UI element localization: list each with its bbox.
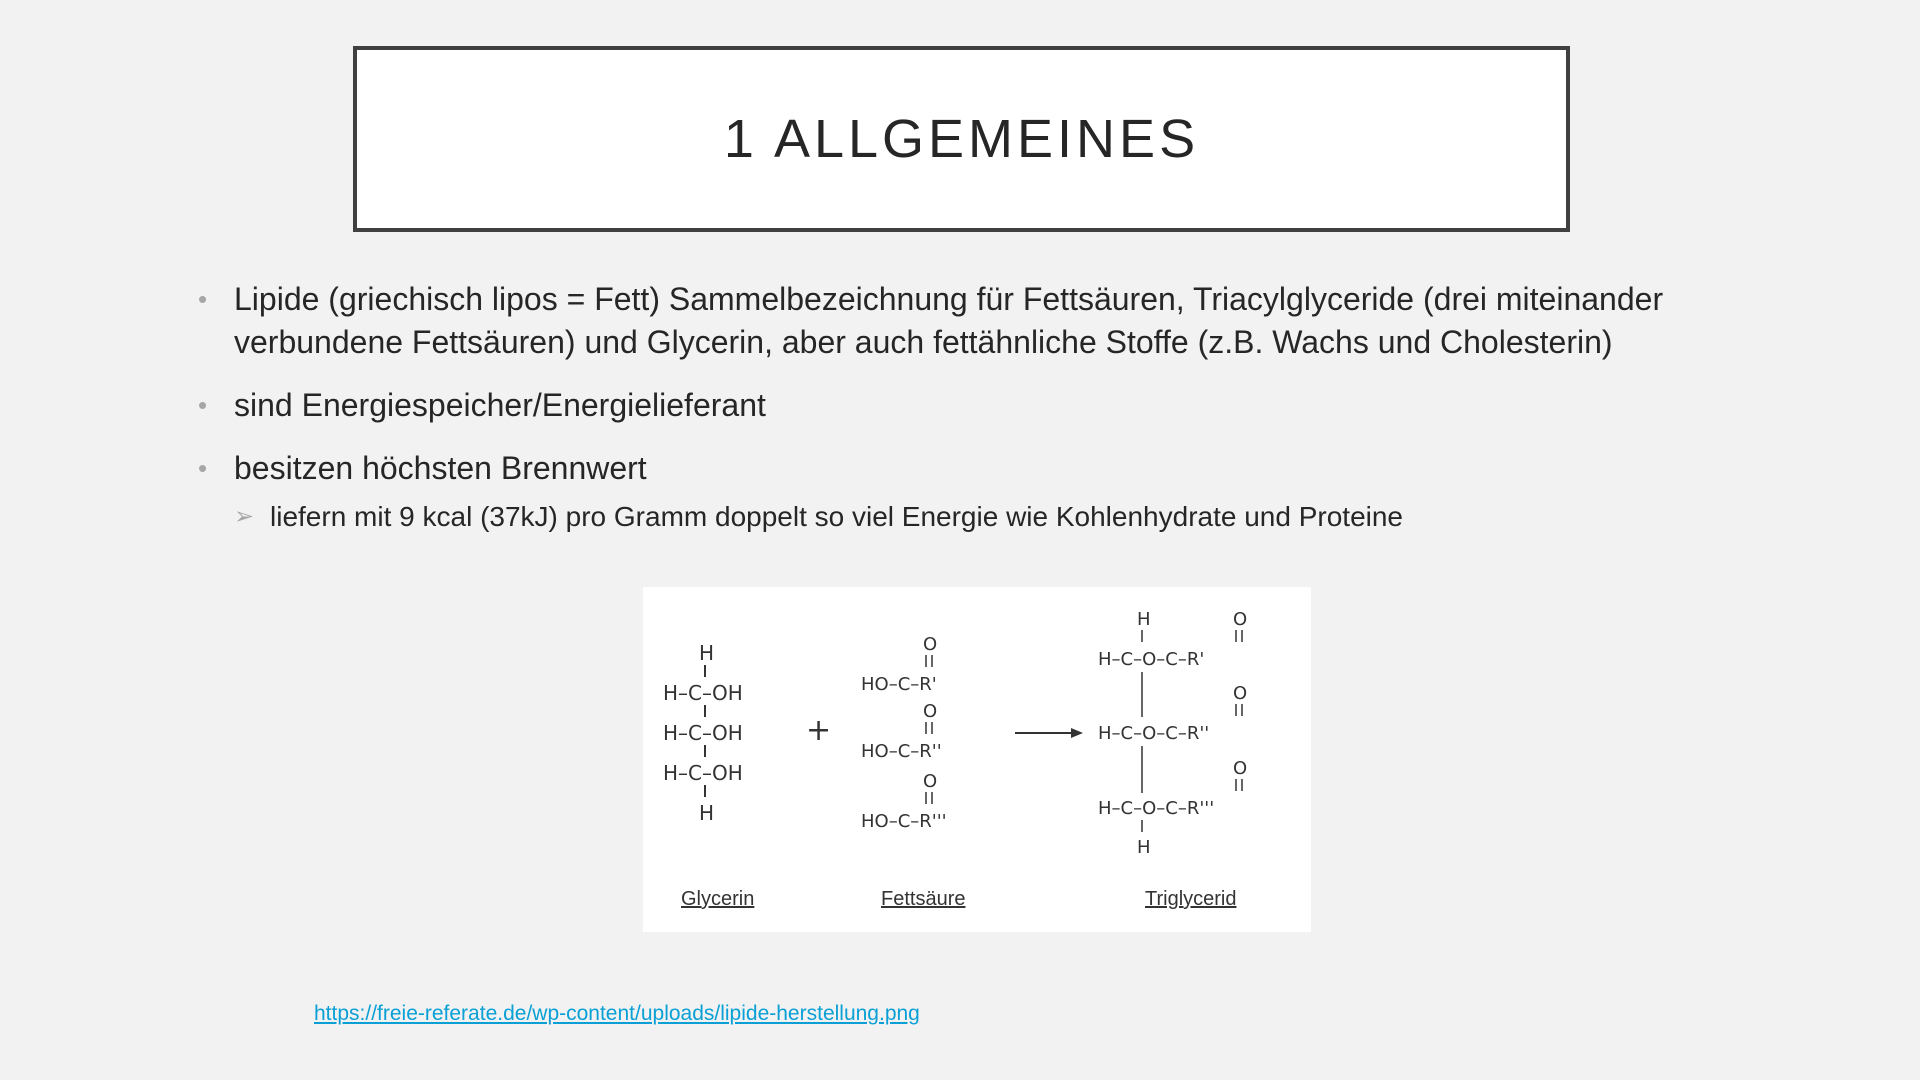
triglycerid-o-2: O [1233,683,1248,704]
fettsaeure-o-3: O [923,771,938,792]
source-link[interactable]: https://freie-referate.de/wp-content/uploads/lipide-herstellung.png [314,1002,920,1025]
fettsaeure-row-3: HO–C–R''' [861,811,947,832]
glycerin-row-3: H–C–OH [663,761,743,785]
glycerin-structure [663,641,743,825]
bullet-text: besitzen höchsten Brennwert [234,450,647,486]
triglycerid-row-3: H–C–O–C–R''' [1098,798,1215,819]
lipid-formation-figure [643,587,1311,932]
arrow-bullet-icon: ➢ [234,503,255,530]
triglycerid-structure [1098,609,1247,858]
bullet-dot-icon: • [198,284,208,314]
triglycerid-top-h: H [1137,609,1151,630]
bullet-text: Lipide (griechisch lipos = Fett) Sammelbezeichnung für Fettsäuren, Triacylglyceride (drei miteinander verbundene Fettsäuren) und Glycerin, aber auch fettähnliche Stoffe (z.B. Wachs und Cholesterin) [234,281,1664,360]
glycerin-row-1: H–C–OH [663,681,743,705]
bullet-dot-icon: • [198,390,208,420]
triglycerid-row-2: H–C–O–C–R'' [1098,723,1210,744]
fettsaeure-structure [861,634,947,832]
glycerin-top-h: H [699,641,715,665]
triglycerid-row-1: H–C–O–C–R' [1098,649,1205,670]
plus-sign: + [806,713,832,748]
page-title: 1 ALLGEMEINES [723,109,1200,169]
sub-bullet-item [196,498,1716,536]
triglycerid-o-3: O [1233,758,1248,779]
fettsaeure-row-2: HO–C–R'' [861,741,942,762]
bullet-dot-icon: • [198,453,208,483]
title-box [353,46,1570,232]
caption-fettsaeure: Fettsäure [881,888,966,910]
sub-bullet-text: liefern mit 9 kcal (37kJ) pro Gramm doppelt so viel Energie wie Kohlenhydrate und Proteine [270,501,1404,532]
bullet-item-2 [196,384,1716,427]
bullet-item-3 [196,447,1716,490]
glycerin-row-2: H–C–OH [663,721,743,745]
reaction-arrow-icon [1015,728,1083,738]
fettsaeure-o-2: O [923,701,938,722]
caption-triglycerid: Triglycerid [1145,888,1237,910]
bullet-text: sind Energiespeicher/Energielieferant [234,387,766,423]
glycerin-bottom-h: H [699,801,715,825]
triglycerid-o-1: O [1233,609,1248,630]
fettsaeure-o-1: O [923,634,938,655]
fettsaeure-row-1: HO–C–R' [861,674,937,695]
chemistry-diagram [643,587,1311,932]
bullet-item-1 [196,278,1716,364]
bullet-list [196,278,1716,536]
caption-glycerin: Glycerin [681,888,755,910]
triglycerid-bottom-h: H [1137,837,1151,858]
